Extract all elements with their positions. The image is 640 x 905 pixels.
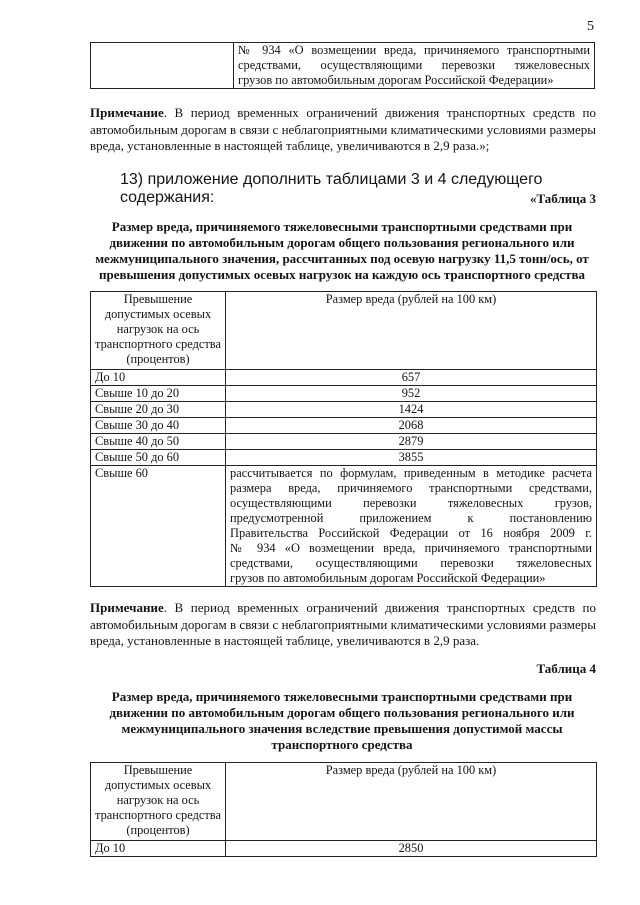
table-row-last	[91, 466, 597, 587]
formula-line-1: рассчитывается по формулам, приведенным в методике расчета	[230, 466, 592, 480]
formula-line-5: Правительства Российской Федерации от 16 ноября 2009 г.	[230, 526, 592, 540]
table-row	[91, 434, 597, 450]
formula-line-8: грузов по автомобильным дорогам Российской Федерации»	[230, 571, 546, 585]
table-4-header-row	[91, 763, 597, 841]
value-cell: 952	[226, 386, 597, 402]
top-fragment-text-cell	[234, 43, 595, 89]
formula-cell	[226, 466, 597, 587]
range-cell: Свыше 10 до 20	[91, 386, 226, 402]
top-fragment-line-3: грузов по автомобильным дорогам Российской Федерации»	[238, 73, 554, 87]
value-cell: 2879	[226, 434, 597, 450]
table-4-col1-header: Превышение допустимых осевых нагрузок на ось транспортного средства (процентов)	[91, 763, 226, 841]
table-row	[91, 402, 597, 418]
note-2-text: . В период временных ограничений движения транспортных средств по автомобильным дорогам в связи с неблагоприятными климатическими условиями размеры вреда, установленные в настоящей таблице, увеличиваются в 2,9 раза.	[90, 600, 596, 648]
formula-line-7: средствами, осуществляющими перевозки тяжеловесных	[230, 556, 592, 570]
note-1-text: . В период временных ограничений движения транспортных средств по автомобильным дорогам в связи с неблагоприятными климатическими условиями размеры вреда, установленные в настоящей таблице, увеличиваются в 2,9 раза.»;	[90, 105, 596, 153]
table-row	[91, 450, 597, 466]
range-cell: Свыше 50 до 60	[91, 450, 226, 466]
table-3-header-row	[91, 292, 597, 370]
range-cell: До 10	[91, 841, 226, 857]
table-3-col1-header: Превышение допустимых осевых нагрузок на ось транспортного средства (процентов)	[91, 292, 226, 370]
table-4-col2-header: Размер вреда (рублей на 100 км)	[226, 763, 597, 841]
top-fragment-line-1: № 934 «О возмещении вреда, причиняемого транспортными	[238, 43, 590, 57]
table-row	[91, 370, 597, 386]
table-row	[91, 841, 597, 857]
value-cell: 1424	[226, 402, 597, 418]
table-4-label: Таблица 4	[536, 661, 596, 676]
value-cell: 3855	[226, 450, 597, 466]
table-row	[91, 418, 597, 434]
top-fragment-empty-cell	[91, 43, 234, 89]
note-2-label: Примечание	[90, 600, 164, 615]
item-13: 13) приложение дополнить таблицами 3 и 4 следующего содержания:	[120, 171, 543, 206]
formula-line-3: осуществляющими перевозки тяжеловесных грузов,	[230, 496, 592, 510]
range-cell: До 10	[91, 370, 226, 386]
top-fragment-line-2: средствами, осуществляющими перевозки тяжеловесных	[238, 58, 590, 72]
range-cell: Свыше 30 до 40	[91, 418, 226, 434]
top-table-fragment	[90, 42, 595, 89]
table-4	[90, 762, 597, 857]
table-3-label: «Таблица 3	[529, 191, 596, 206]
range-cell: Свыше 60	[91, 466, 226, 587]
value-cell: 657	[226, 370, 597, 386]
formula-line-6: № 934 «О возмещении вреда, причиняемого транспортными	[230, 541, 592, 555]
table-3-col2-header: Размер вреда (рублей на 100 км)	[226, 292, 597, 370]
table-4-heading: Размер вреда, причиняемого тяжеловесными транспортными средствами при движении по автомобильным дорогам общего пользования регионального или межмуниципального значения вследствие превышения допустимой массы транспортного средства	[109, 689, 575, 752]
note-1-label: Примечание	[90, 105, 164, 120]
formula-line-2: размера вреда, причиняемого транспортными средствами,	[230, 481, 592, 495]
table-3-heading: Размер вреда, причиняемого тяжеловесными транспортными средствами при движении по автомобильным дорогам общего пользования регионального или межмуниципального значения, рассчитанных под осевую нагрузку 11,5 тонн/ось, от превышения допустимых осевых нагрузок на каждую ось транспортного средства	[95, 219, 589, 282]
note-2	[90, 600, 596, 650]
table-row	[91, 386, 597, 402]
note-1	[90, 105, 596, 155]
value-cell: 2068	[226, 418, 597, 434]
value-cell: 2850	[226, 841, 597, 857]
formula-line-4: предусмотренной приложением к постановлению	[230, 511, 592, 525]
range-cell: Свыше 40 до 50	[91, 434, 226, 450]
table-3	[90, 291, 597, 587]
page-number: 5	[587, 19, 594, 34]
range-cell: Свыше 20 до 30	[91, 402, 226, 418]
